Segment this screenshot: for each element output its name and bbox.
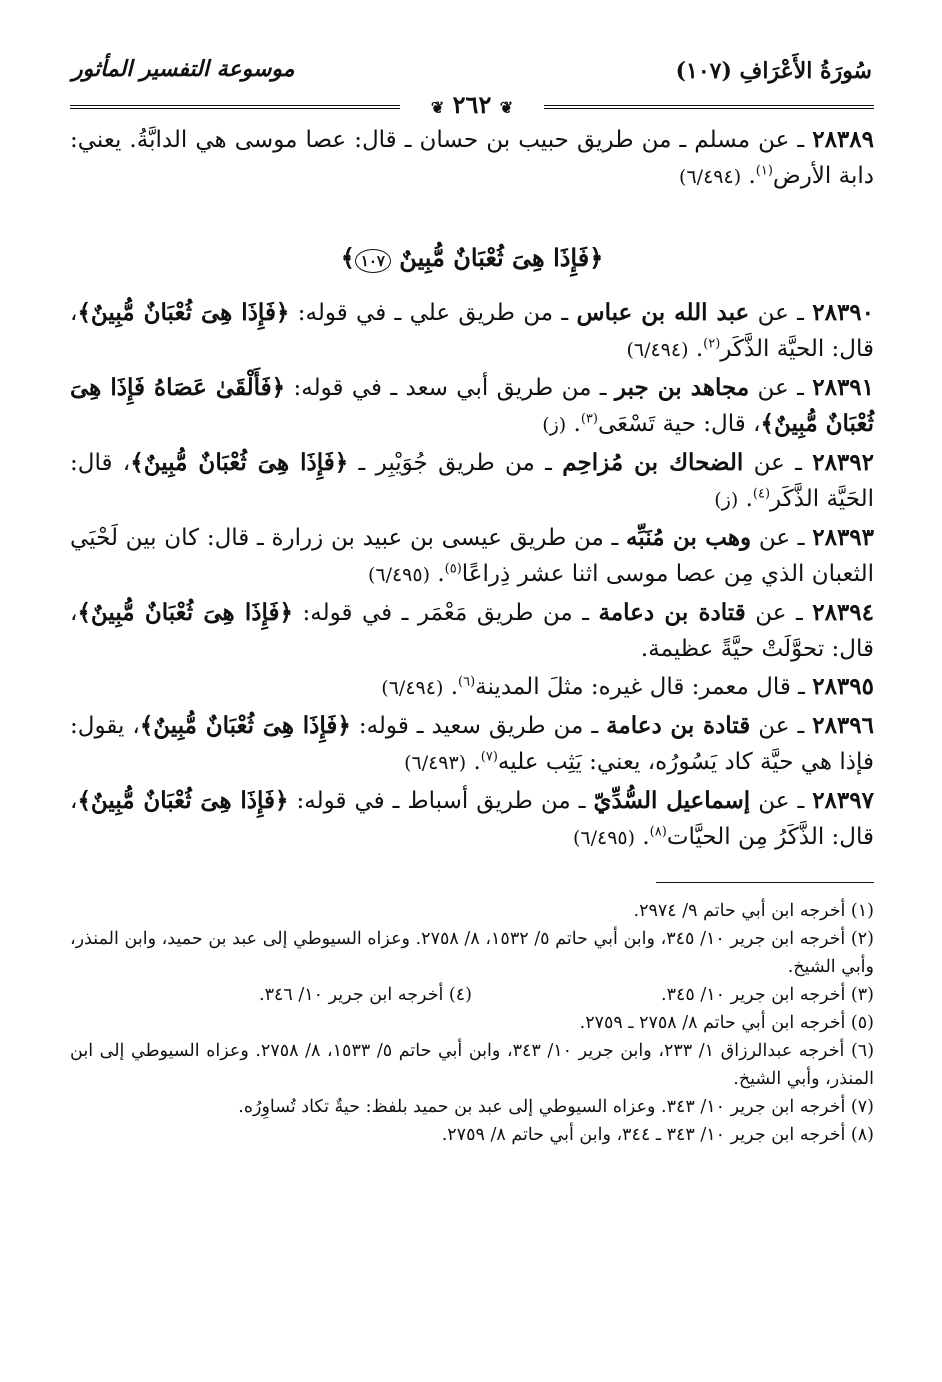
entry-number: ٢٨٣٩٠ — [812, 299, 875, 326]
verse-open-bracket: ﴿ — [589, 243, 604, 272]
volume-reference: (٦/٤٩٥) — [572, 827, 636, 849]
entry-post: ، قال: الحَيَّة الذَّكَر — [70, 450, 874, 512]
footnote-3: (٣) أخرجه ابن جرير ١٠/ ٣٤٥. — [661, 985, 874, 1005]
footnote-marker[interactable]: (٨) — [649, 824, 667, 840]
entry-pre: ـ عن — [743, 450, 813, 476]
entry-number: ٢٨٣٩٢ — [812, 449, 874, 476]
entry-tail: . — [450, 674, 458, 700]
entry-pre: ـ عن — [745, 600, 813, 626]
volume-reference: (٦/٤٩٣) — [404, 752, 467, 774]
entry-28391 — [70, 370, 874, 443]
entry-28396 — [70, 708, 874, 781]
narrator-name: قتادة بن دعامة — [606, 712, 751, 739]
verse-close-bracket: ﴾ — [340, 243, 355, 272]
volume-reference: (٦/٤٩٤) — [626, 339, 689, 361]
page-number-rule — [70, 90, 874, 122]
surah-title: سُورَةُ الأَعْرَافِ (١٠٧) — [675, 58, 872, 84]
page — [70, 56, 874, 1346]
footnote-marker[interactable]: (٥) — [444, 561, 462, 577]
entry-pre: ـ عن — [750, 788, 813, 814]
entry-number: ٢٨٣٨٩ — [812, 126, 874, 153]
entry-number: ٢٨٣٩٧ — [812, 787, 874, 814]
entry-tail: . — [695, 336, 704, 362]
entry-tail: . — [473, 749, 481, 775]
entry-tail: . — [745, 486, 753, 512]
footnote-marker[interactable]: (٦) — [458, 674, 476, 690]
entry-number: ٢٨٣٩١ — [812, 374, 875, 401]
entry-pre: ـ عن — [751, 525, 813, 551]
entry-post: ، قال: الذَّكَرُ مِن الحيَّات — [70, 788, 874, 850]
entry-post: ، يقول: فإذا هي حيَّة كاد يَسُورُه، يعني: يَثِب عليه — [70, 713, 874, 775]
footnote-2: (٢) أخرجه ابن جرير ١٠/ ٣٤٥، وابن أبي حاتم ٥/ ١٥٣٢، ٨/ ٢٧٥٨. وعزاه السيوطي إلى عبد بن حميد، وابن المنذر، وأبي الشيخ. — [70, 929, 874, 977]
entry-28393 — [70, 520, 874, 593]
entry-mid: ـ من طريق أسباط ـ في قوله: — [288, 788, 594, 814]
footnote-4: (٤) أخرجه ابن جرير ١٠/ ٣٤٦. — [259, 985, 472, 1005]
running-head — [70, 56, 874, 90]
entry-mid: ـ من طريق علي ـ في قوله: — [289, 300, 577, 326]
entry-number: ٢٨٣٩٦ — [812, 712, 874, 739]
narrator-name: عبد الله بن عباس — [576, 299, 750, 326]
entry-number: ٢٨٣٩٤ — [812, 599, 874, 626]
footnote-8: (٨) أخرجه ابن جرير ١٠/ ٣٤٣ ـ ٣٤٤، وابن أبي حاتم ٨/ ٢٧٥٩. — [441, 1125, 874, 1145]
footnote-1: (١) أخرجه ابن أبي حاتم ٩/ ٢٩٧٤. — [633, 901, 874, 921]
page-number-text: ٢٦٢ — [452, 90, 492, 119]
volume-reference: (ز) — [542, 414, 567, 436]
footnote-7: (٧) أخرجه ابن جرير ١٠/ ٣٤٣. وعزاه السيوطي إلى عبد بن حميد بلفظ: حيةٌ تكاد تُساوِرُه. — [238, 1097, 874, 1117]
entry-tail: . — [748, 163, 756, 189]
entry-mid: ـ من طريق مَعْمَر ـ في قوله: — [293, 600, 599, 626]
narrator-name: إسماعيل السُّدِّيّ — [593, 787, 751, 814]
entry-28389 — [70, 122, 874, 195]
footnote-6: (٦) أخرجه عبدالرزاق ١/ ٢٣٣، وابن جرير ١٠/ ٣٤٣، وابن أبي حاتم ٥/ ١٥٣٣، ٨/ ٢٧٥٨. وعزاه السيوطي إلى ابن المنذر، وأبي الشيخ. — [70, 1041, 875, 1089]
quran-quote: ﴿فَإِذَا هِىَ ثُعْبَانٌ مُّبِينٌ﴾ — [77, 787, 289, 814]
footnote-5: (٥) أخرجه ابن أبي حاتم ٨/ ٢٧٥٨ ـ ٢٧٥٩. — [579, 1013, 874, 1033]
narrator-name: الضحاك بن مُزاحِم — [562, 449, 744, 476]
volume-reference: (ز) — [714, 489, 739, 511]
footnote-marker[interactable]: (٤) — [752, 486, 771, 502]
entry-28390 — [70, 295, 874, 368]
entry-number: ٢٨٣٩٣ — [812, 524, 875, 551]
entry-text: ـ عن مسلم ـ من طريق حبيب بن حسان ـ قال: عصا موسى هي الدابَّةُ. يعني: دابة الأرض — [70, 127, 874, 189]
entry-post: ، قال: تحوَّلَتْ حيَّةً عظيمة. — [70, 600, 874, 662]
entry-pre: ـ عن — [749, 375, 813, 401]
narrator-name: مجاهد بن جبر — [614, 374, 750, 401]
entry-mid: ـ من طريق جُوَيْبِر ـ — [348, 450, 563, 476]
verse-heading — [70, 243, 874, 273]
verse-number-icon: ١٠٧ — [355, 249, 391, 273]
quran-quote: ﴿فَإِذَا هِىَ ثُعْبَانٌ مُّبِينٌ﴾ — [139, 712, 351, 739]
narrator-name: قتادة بن دعامة — [598, 599, 746, 626]
entry-pre: ـ عن — [750, 713, 813, 739]
entry-28392 — [70, 445, 874, 518]
entry-28397 — [70, 783, 874, 856]
ornament-right-icon: ❦ — [499, 98, 514, 117]
entry-number: ٢٨٣٩٥ — [812, 673, 874, 700]
quran-quote: ﴿فَإِذَا هِىَ ثُعْبَانٌ مُّبِينٌ﴾ — [77, 599, 293, 626]
entry-text: ـ قال معمر: قال غيره: مثلَ المدينة — [475, 674, 813, 700]
entry-tail: . — [437, 561, 445, 587]
volume-reference: (٦/٤٩٤) — [679, 166, 742, 188]
entry-tail: . — [573, 411, 581, 437]
footnote-marker[interactable]: (١) — [755, 163, 773, 179]
entry-post: ، قال: الحيَّة الذَّكَر — [70, 300, 874, 362]
page-number — [70, 90, 874, 119]
ornament-left-icon: ❦ — [430, 98, 445, 117]
footnote-marker[interactable]: (٧) — [480, 749, 498, 765]
entry-28394 — [70, 595, 874, 667]
footnote-marker[interactable]: (٣) — [580, 411, 598, 427]
entry-mid: ـ من طريق عيسى بن عبيد بن زرارة ـ قال: كان بين لَحْيَي الثعبان الذي مِن عصا موسى اثنا عشر ذِراعًا — [70, 525, 874, 587]
narrator-name: وهب بن مُنَبِّه — [625, 524, 752, 551]
footnote-divider — [656, 882, 874, 883]
volume-reference: (٦/٤٩٤) — [381, 677, 444, 699]
footnote-row-3-4 — [70, 981, 874, 1009]
book-title: موسوعة التفسير المأثور — [72, 56, 295, 82]
entry-tail: . — [642, 824, 650, 850]
entry-mid: ـ من طريق سعيد ـ قوله: — [350, 713, 607, 739]
quran-quote: ﴿فَإِذَا هِىَ ثُعْبَانٌ مُّبِينٌ﴾ — [130, 449, 349, 476]
entry-post: ، قال: حية تَسْعَى — [597, 411, 761, 437]
footnotes — [70, 897, 874, 1149]
entry-mid: ـ من طريق أبي سعد ـ في قوله: — [285, 375, 615, 401]
verse-text: فَإِذَا هِىَ ثُعْبَانٌ مُّبِينٌ — [399, 243, 590, 272]
volume-reference: (٦/٤٩٥) — [367, 564, 431, 586]
entry-pre: ـ عن — [749, 300, 813, 326]
entry-28395 — [70, 669, 874, 706]
footnote-marker[interactable]: (٢) — [703, 336, 721, 352]
quran-quote: ﴿فَإِذَا هِىَ ثُعْبَانٌ مُّبِينٌ﴾ — [77, 299, 290, 326]
quran-quote: ﴿فَأَلْقَىٰ عَصَاهُ فَإِذَا هِىَ ثُعْبَانٌ مُّبِينٌ﴾ — [70, 374, 874, 437]
